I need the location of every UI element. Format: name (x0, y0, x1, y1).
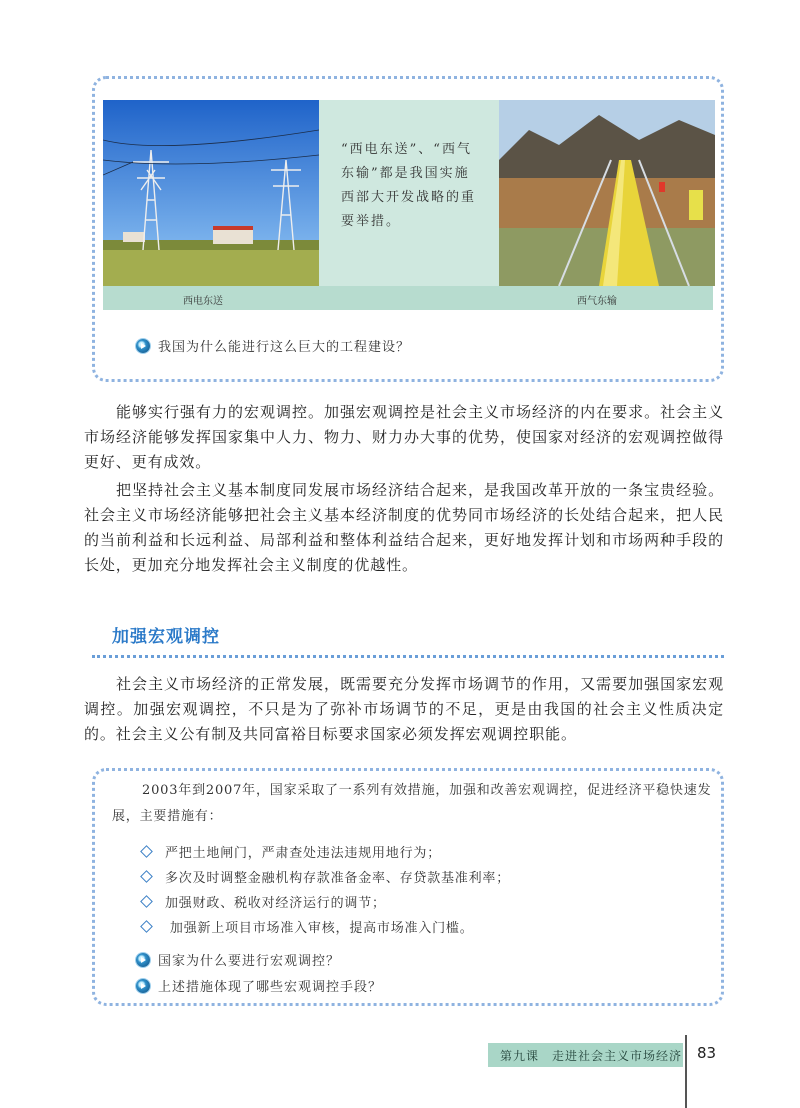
measure-item-text: 加强财政、税收对经济运行的调节； (165, 896, 386, 911)
measure-item (142, 867, 510, 886)
measure-item (142, 842, 441, 861)
measure-item (142, 917, 474, 936)
caption-west-east-gas: 西气东输 (577, 296, 617, 307)
power-towers-photo (103, 100, 319, 286)
measures-question-text: 上述措施体现了哪些宏观调控手段？ (158, 980, 383, 995)
section-divider (92, 655, 724, 658)
diamond-bullet-icon (140, 845, 153, 858)
page-number: 83 (697, 1044, 717, 1062)
gas-pipeline-photo (499, 100, 715, 286)
figure-question (136, 336, 410, 355)
measures-question-text: 国家为什么要进行宏观调控？ (158, 954, 341, 969)
body-paragraph-2: 把坚持社会主义基本制度同发展市场经济结合起来，是我国改革开放的一条宝贵经验。社会主义市场经济能够把社会主义基本经济制度的优势同市场经济的长处结合起来，把人民的当前利益和长远利益、局部利益和整体利益结合起来，更好地发挥计划和市场两种手段的长处，更加充分地发挥社会主义制度的优越性。 (84, 481, 724, 574)
caption-west-east-power: 西电东送 (183, 296, 223, 307)
measure-item-text: 严把土地闸门，严肃查处违法违规用地行为； (165, 846, 442, 861)
question-bullet-icon (136, 339, 150, 353)
measures-question-2 (136, 976, 382, 995)
section-paragraph: 社会主义市场经济的正常发展，既需要充分发挥市场调节的作用，又需要加强国家宏观调控。加强宏观调控，不只是为了弥补市场调节的不足，更是由我国的社会主义性质决定的。社会主义公有制及共同富裕目标要求国家必须发挥宏观调控职能。 (84, 675, 724, 743)
measure-item-text: 加强新上项目市场准入审核，提高市场准入门槛。 (165, 921, 474, 936)
measure-item (142, 892, 386, 911)
photo-strip (103, 100, 713, 310)
diamond-bullet-icon (140, 920, 153, 933)
question-bullet-icon (136, 953, 150, 967)
measure-item-text: 多次及时调整金融机构存款准备金率、存贷款基准利率； (165, 871, 511, 886)
body-paragraph-1: 能够实行强有力的宏观调控。加强宏观调控是社会主义市场经济的内在要求。社会主义市场经济能够发挥国家集中人力、物力、财力办大事的优势，使国家对经济的宏观调控做得更好、更有成效。 (84, 403, 724, 471)
figure-question-text: 我国为什么能进行这么巨大的工程建设？ (158, 340, 411, 355)
footer-divider (685, 1035, 687, 1108)
question-bullet-icon (136, 979, 150, 993)
diamond-bullet-icon (140, 870, 153, 883)
measures-question-1 (136, 950, 340, 969)
footer-lesson-title: 第九课 走进社会主义市场经济 (500, 1049, 683, 1063)
measures-intro: 2003年到2007年，国家采取了一系列有效措施，加强和改善宏观调控，促进经济平稳快速发展，主要措施有： (112, 783, 712, 824)
figure-text: “西电东送”、“西气东输”都是我国实施西部大开发战略的重要举措。 (341, 142, 477, 229)
section-title: 加强宏观调控 (112, 627, 220, 647)
diamond-bullet-icon (140, 895, 153, 908)
